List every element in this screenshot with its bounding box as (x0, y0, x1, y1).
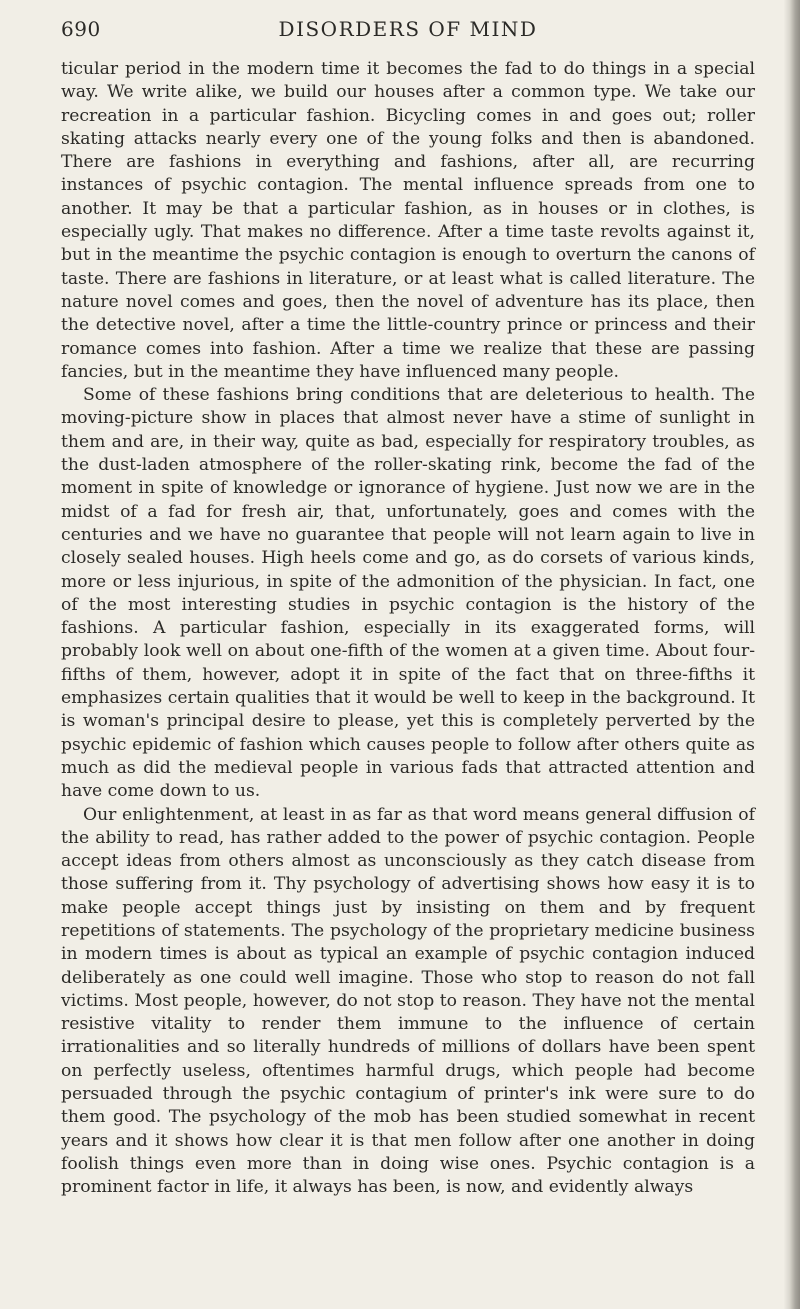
paragraph-1: ticular period in the modern time it becomes the fad to do things in a special way. We write alike, we build our houses after a common type. We take our recreation in a particular fashion. Bicycling comes in and goes out; roller skating attacks nearly every one of the young folks and then is abandoned. There are fashions in everything and fashions, after all, are recurring instances of psychic contagion. The mental influence spreads from one to another. It may be that a particular fashion, as in houses or in clothes, is especially ugly. That makes no difference. After a time taste revolts against it, but in the meantime the psychic contagion is enough to overturn the canons of taste. There are fashions in literature, or at least what is called literature. The nature novel comes and goes, then the novel of adventure has its place, then the detective novel, after a time the little-country prince or princess and their romance comes into fashion. After a time we realize that these are passing fancies, but in the meantime they have influenced many people. (61, 59, 755, 382)
page-edge-shadow (784, 0, 800, 1309)
page-number: 690 (61, 17, 101, 41)
running-head: DISORDERS OF MIND (278, 17, 538, 41)
page-header (61, 14, 755, 44)
paragraph-2: Some of these fashions bring conditions that are deleterious to health. The moving-picture show in places that almost never have a stime of sunlight in them and are, in their way, quite as bad, especially for respiratory troubles, as the dust-laden atmosphere of the roller-skating rink, become the fad of the moment in spite of knowledge or ignorance of hygiene. Just now we are in the midst of a fad for fresh air, that, unfortunately, goes and comes with the centuries and we have no guarantee that people will not learn again to live in closely sealed houses. High heels come and go, as do corsets of various kinds, more or less injurious, in spite of the admonition of the physician. In fact, one of the most interesting studies in psychic contagion is the history of the fashions. A particular fashion, especially in its exaggerated forms, will probably look well on about one-fifth of the women at a given time. About four-fifths of them, however, adopt it in spite of the fact that on three-fifths it emphasizes certain qualities that it would be well to keep in the background. It is woman's principal desire to please, yet this is completely perverted by the psychic epidemic of fashion which causes people to follow after others quite as much as did the medieval people in various fads that attracted attention and have come down to us. (61, 385, 755, 802)
body-text (61, 58, 755, 1200)
paragraph-3: Our enlightenment, at least in as far as that word means general diffusion of the ability to read, has rather added to the power of psychic contagion. People accept ideas from others almost as unconsciously as they catch disease from those suffering from it. Thy psychology of advertising shows how easy it is to make people accept things just by insisting on them and by frequent repetitions of statements. The psychology of the proprietary medicine business in modern times is about as typical an example of psychic contagion induced deliberately as one could well imagine. Those who stop to reason do not fall victims. Most people, however, do not stop to reason. They have not the mental resistive vitality to render them immune to the influence of certain irrationalities and so literally hundreds of millions of dollars have been spent on perfectly useless, oftentimes harmful drugs, which people had become persuaded through the psychic contagium of printer's ink were sure to do them good. The psychology of the mob has been studied somewhat in recent years and it shows how clear it is that men follow after one another in doing foolish things even more than in doing wise ones. Psychic contagion is a prominent factor in life, it always has been, is now, and evidently always (61, 804, 755, 1198)
